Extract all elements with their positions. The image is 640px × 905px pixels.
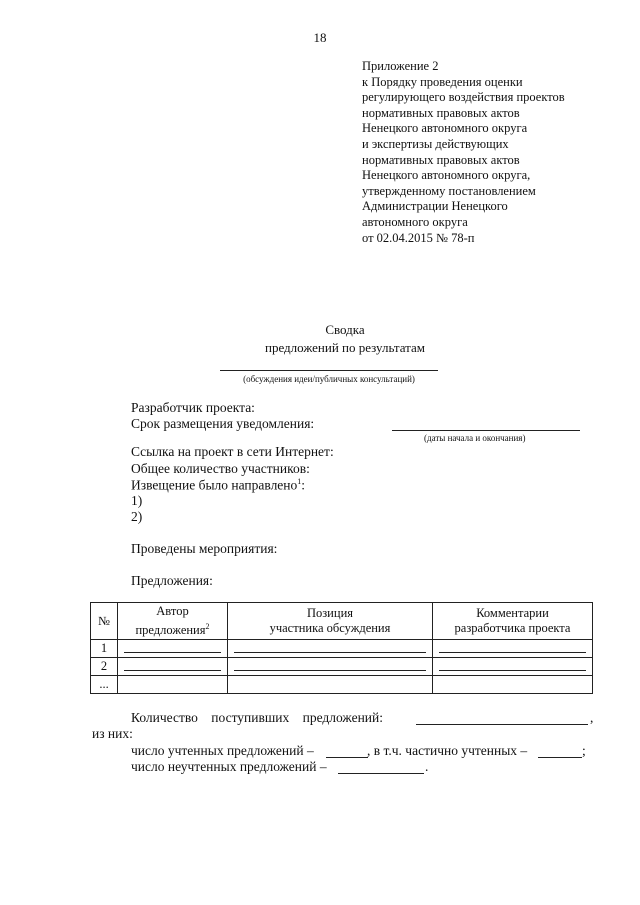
appendix-line: Ненецкого автономного округа, — [362, 168, 531, 183]
position-cell — [228, 676, 433, 694]
notice-sent-label — [131, 477, 305, 494]
recipient-item-1: 1) — [131, 493, 143, 508]
events-label: Проведены мероприятия: — [131, 541, 278, 556]
header-author-line2 — [118, 619, 227, 638]
of-them-label: из них: — [92, 726, 133, 741]
header-author-line1: Автор — [156, 603, 189, 618]
table-row — [91, 676, 593, 694]
appendix-line: Администрации Ненецкого — [362, 199, 508, 214]
page-number: 18 — [313, 30, 327, 45]
appendix-line: от 02.04.2015 № 78-п — [362, 230, 475, 245]
appendix-line: и экспертизы действующих — [362, 136, 509, 151]
received-count-end: , — [590, 710, 594, 725]
partially-accounted-label: , в т.ч. частично учтенных – — [367, 743, 528, 758]
header-position — [228, 603, 433, 640]
table-row — [91, 640, 593, 658]
accounted-blank — [326, 757, 368, 758]
received-count-blank — [416, 724, 588, 725]
author-cell — [118, 640, 228, 658]
header-comments-line1: Комментарии — [476, 606, 549, 620]
partially-accounted-blank — [538, 757, 582, 758]
header-num: № — [91, 603, 118, 640]
author-cell — [118, 676, 228, 694]
appendix-line: к Порядку проведения оценки — [362, 74, 523, 89]
table-row — [91, 658, 593, 676]
notice-sent-text: Извещение было направлено — [131, 477, 298, 493]
not-accounted-label: число неучтенных предложений – — [131, 759, 327, 774]
appendix-line: утвержденному постановлением — [362, 183, 536, 198]
appendix-line: нормативных правовых актов — [362, 105, 520, 120]
header-comments-line2: разработчика проекта — [454, 621, 571, 635]
internet-link-label: Ссылка на проект в сети Интернет: — [131, 444, 334, 459]
developer-label: Разработчик проекта: — [131, 400, 255, 415]
comments-cell — [433, 640, 593, 658]
header-author — [118, 603, 228, 640]
header-comments — [433, 603, 593, 640]
not-accounted-end: . — [425, 759, 429, 774]
recipient-item-2: 2) — [131, 509, 143, 524]
notice-sent-colon: : — [301, 477, 306, 493]
proposals-table — [90, 602, 593, 694]
appendix-line: Приложение 2 — [362, 59, 439, 73]
partially-accounted-end: ; — [582, 743, 586, 758]
row-number: 2 — [91, 658, 118, 676]
table-header-row — [91, 603, 593, 640]
appendix-line: автономного округа — [362, 214, 468, 229]
position-cell — [228, 658, 433, 676]
appendix-line: нормативных правовых актов — [362, 152, 520, 167]
comments-cell — [433, 658, 593, 676]
notice-period-label: Срок размещения уведомления: — [131, 416, 315, 431]
footnote-marker: 1 — [297, 477, 302, 486]
header-author-text: предложения — [135, 623, 206, 638]
accounted-label: число учтенных предложений – — [131, 743, 314, 758]
not-accounted-blank — [338, 773, 424, 774]
participants-total-label: Общее количество участников: — [131, 461, 310, 476]
header-position-line1: Позиция — [306, 606, 354, 620]
footnote-marker: 2 — [205, 621, 210, 631]
appendix-line: регулирующего воздействия проектов — [362, 90, 565, 105]
row-number: ... — [91, 676, 118, 694]
document-subtitle: предложений по результатам — [265, 340, 425, 355]
appendix-header — [362, 59, 565, 246]
position-cell — [228, 640, 433, 658]
received-count-label: Количество поступивших предложений: — [131, 710, 383, 725]
row-number: 1 — [91, 640, 118, 658]
notice-period-underline — [392, 430, 580, 431]
header-position-line2: участника обсуждения — [269, 621, 391, 635]
appendix-line: Ненецкого автономного округа — [362, 121, 528, 136]
document-title: Сводка — [325, 322, 365, 337]
title-underline-caption: (обсуждения идеи/публичных консультаций) — [243, 374, 415, 384]
proposals-label: Предложения: — [131, 573, 213, 588]
comments-cell — [433, 676, 593, 694]
author-cell — [118, 658, 228, 676]
dates-caption: (даты начала и окончания) — [424, 433, 526, 443]
title-underline — [220, 370, 438, 371]
